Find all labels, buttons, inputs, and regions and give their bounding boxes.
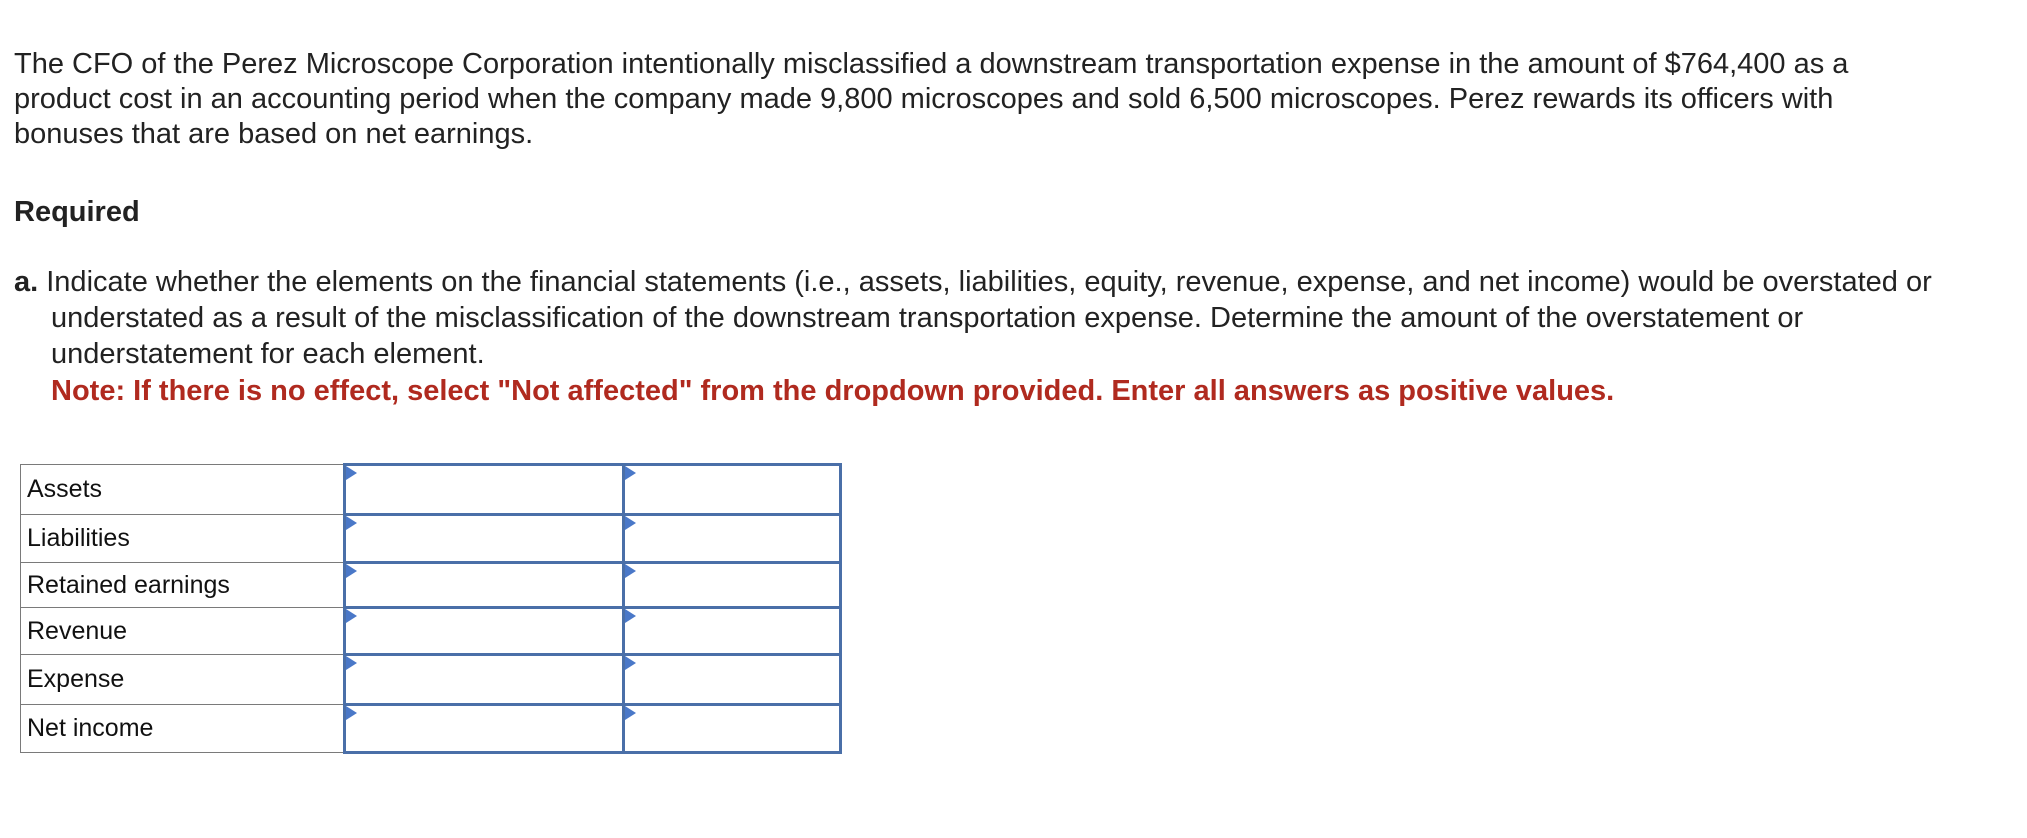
dropdown-marker-icon [625,609,636,623]
row-label: Liabilities [21,515,345,563]
problem-statement: The CFO of the Perez Microscope Corporation intentionally misclassified a downstream transportation expense in the amount of $764,400 as a product cost in an accounting period when the company made 9,800 microscopes and sold 6,500 microscopes. Perez rewards its officers with bonuses that are based on net earnings. [14,48,1849,150]
amount-input[interactable] [624,655,841,705]
table-row [21,465,841,515]
effect-dropdown[interactable] [345,515,624,563]
part-a-body: Indicate whether the elements on the financial statements (i.e., assets, liabilities, equity, revenue, expense, and net income) would be overstated or understated as a result of the misclassification of the downstream transportation expense. Determine the amount of the overstatement or understatement for each element. [46,266,1932,370]
table-row [21,563,841,608]
dropdown-marker-icon [625,516,636,530]
dropdown-marker-icon [625,656,636,670]
dropdown-marker-icon [346,466,357,480]
effect-dropdown[interactable] [345,655,624,705]
amount-input[interactable] [624,563,841,608]
row-label: Assets [21,465,345,515]
amount-input[interactable] [624,608,841,655]
row-label: Expense [21,655,345,705]
answer-table [20,463,842,754]
row-label: Net income [21,705,345,753]
row-label: Retained earnings [21,563,345,608]
part-a-marker: a. [14,266,39,298]
dropdown-marker-icon [625,706,636,720]
row-label: Revenue [21,608,345,655]
effect-dropdown[interactable] [345,563,624,608]
dropdown-marker-icon [625,466,636,480]
dropdown-marker-icon [346,516,357,530]
table-row [21,655,841,705]
part-a-instructions [14,264,1944,372]
amount-input[interactable] [624,705,841,753]
effect-dropdown[interactable] [345,465,624,515]
part-a-note: Note: If there is no effect, select "Not affected" from the dropdown provided. Enter all answers as positive values. [51,375,1615,407]
amount-input[interactable] [624,515,841,563]
table-row [21,705,841,753]
dropdown-marker-icon [346,706,357,720]
dropdown-marker-icon [346,656,357,670]
required-heading: Required [14,196,140,228]
dropdown-marker-icon [346,609,357,623]
dropdown-marker-icon [625,564,636,578]
dropdown-marker-icon [346,564,357,578]
effect-dropdown[interactable] [345,608,624,655]
table-row [21,608,841,655]
effect-dropdown[interactable] [345,705,624,753]
amount-input[interactable] [624,465,841,515]
part-a-text [14,264,1944,372]
table-row [21,515,841,563]
